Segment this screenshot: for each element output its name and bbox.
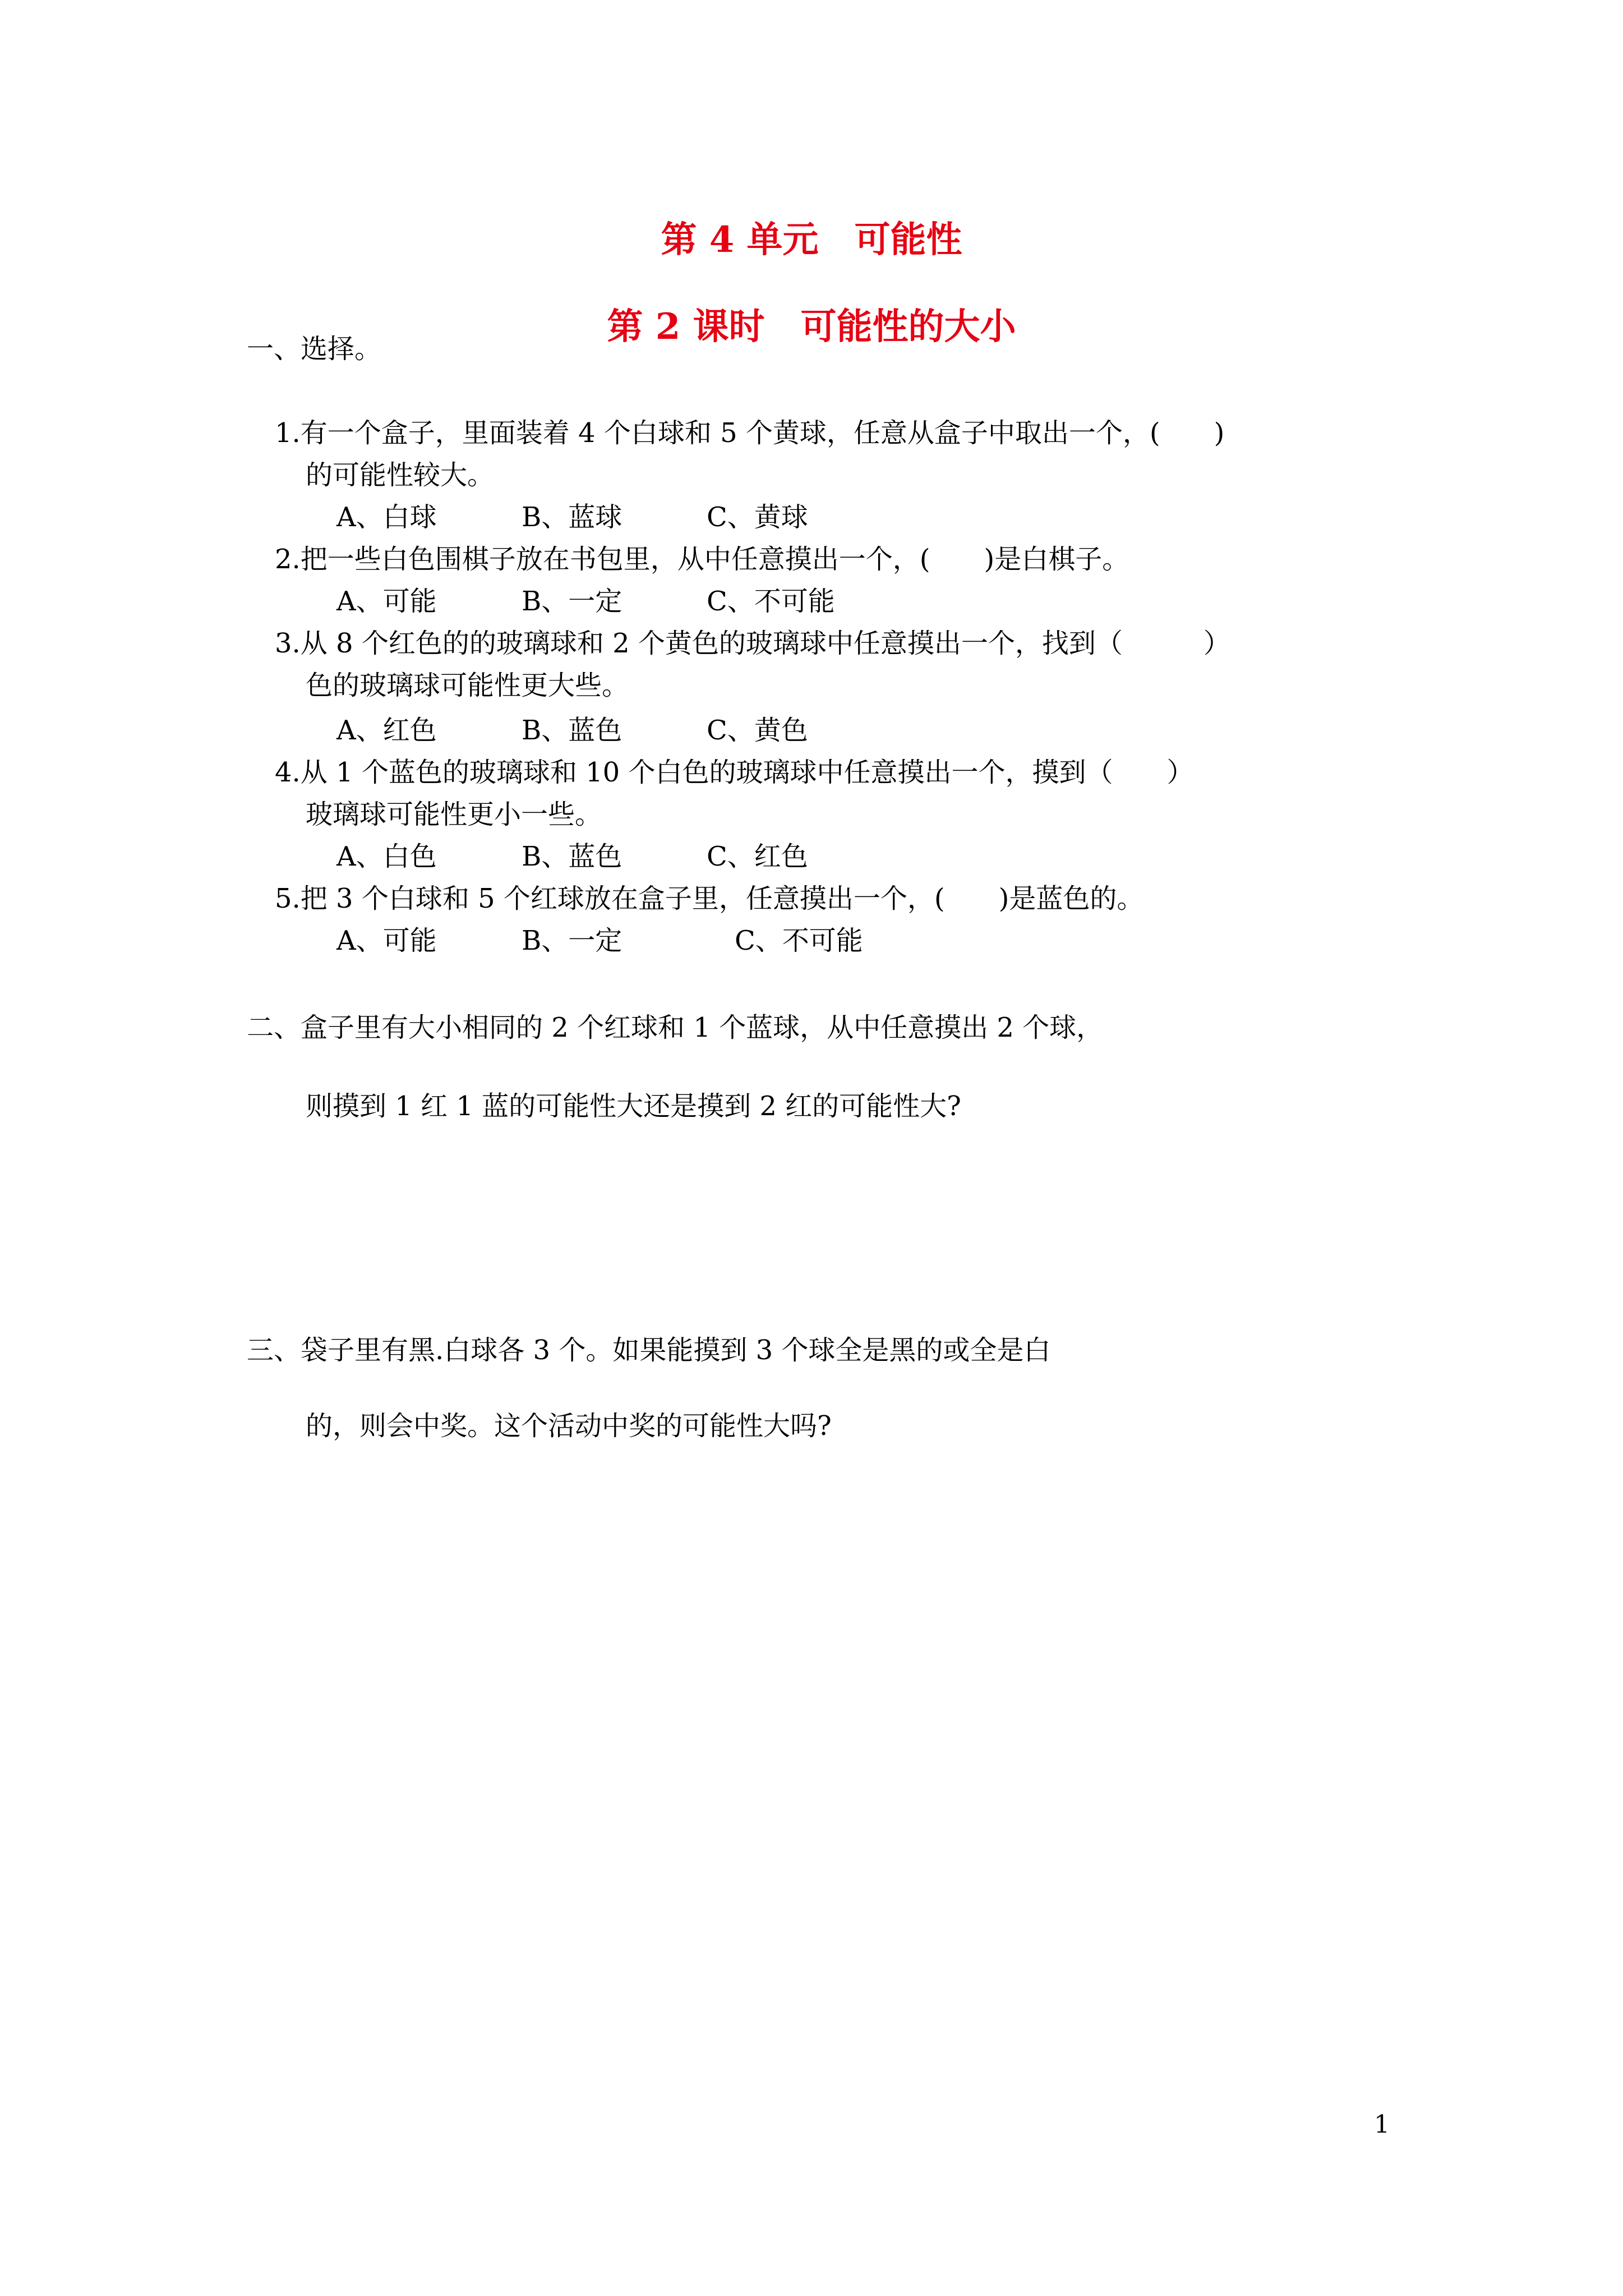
option-b: B、一定	[522, 586, 623, 617]
question-1-line-2: 的可能性较大。	[306, 459, 495, 491]
option-a: A、红色	[336, 715, 437, 746]
section-3-line-2: 的，则会中奖。这个活动中奖的可能性大吗?	[306, 1410, 832, 1442]
question-3-options	[336, 712, 808, 748]
question-1-options	[336, 499, 808, 535]
option-b: B、一定	[522, 925, 623, 956]
option-a: A、白球	[336, 501, 437, 533]
question-4-line-1: 4.从 1 个蓝色的玻璃球和 10 个白色的玻璃球中任意摸出一个，摸到（ ）	[275, 757, 1194, 788]
option-a: A、可能	[336, 925, 437, 956]
section-1-heading: 一、选择。	[247, 333, 382, 365]
page-number: 1	[1374, 2110, 1390, 2139]
section-2-line-1: 二、盒子里有大小相同的 2 个红球和 1 个蓝球，从中任意摸出 2 个球，	[247, 1012, 1104, 1043]
option-a: A、可能	[336, 586, 437, 617]
unit-title: 第 4 单元 可能性	[661, 219, 962, 261]
lesson-title: 第 2 课时 可能性的大小	[607, 306, 1016, 348]
question-1-line-1: 1.有一个盒子，里面装着 4 个白球和 5 个黄球，任意从盒子中取出一个，( )	[275, 417, 1225, 449]
question-4-options	[336, 839, 808, 875]
section-3-line-1: 三、袋子里有黑.白球各 3 个。如果能摸到 3 个球全是黑的或全是白	[247, 1335, 1051, 1366]
option-c: C、黄色	[707, 715, 808, 746]
option-c: C、不可能	[707, 586, 835, 617]
option-b: B、蓝色	[522, 841, 623, 872]
option-b: B、蓝色	[522, 715, 623, 746]
question-3-line-2: 色的玻璃球可能性更大些。	[306, 670, 629, 701]
section-2-line-2: 则摸到 1 红 1 蓝的可能性大还是摸到 2 红的可能性大?	[306, 1091, 961, 1122]
question-4-line-2: 玻璃球可能性更小一些。	[306, 799, 602, 830]
option-a: A、白色	[336, 841, 437, 872]
option-c: C、红色	[707, 841, 808, 872]
question-5-line-1: 5.把 3 个白球和 5 个红球放在盒子里，任意摸出一个，( )是蓝色的。	[275, 883, 1144, 914]
question-2-line-1: 2.把一些白色围棋子放在书包里，从中任意摸出一个，( )是白棋子。	[275, 544, 1129, 575]
question-5-options	[336, 923, 863, 959]
question-2-options	[336, 583, 835, 619]
question-3-line-1: 3.从 8 个红色的的玻璃球和 2 个黄色的玻璃球中任意摸出一个，找到（ ）	[275, 628, 1230, 659]
option-b: B、蓝球	[522, 501, 623, 533]
option-c: C、黄球	[707, 501, 808, 533]
option-c: C、不可能	[735, 925, 863, 956]
